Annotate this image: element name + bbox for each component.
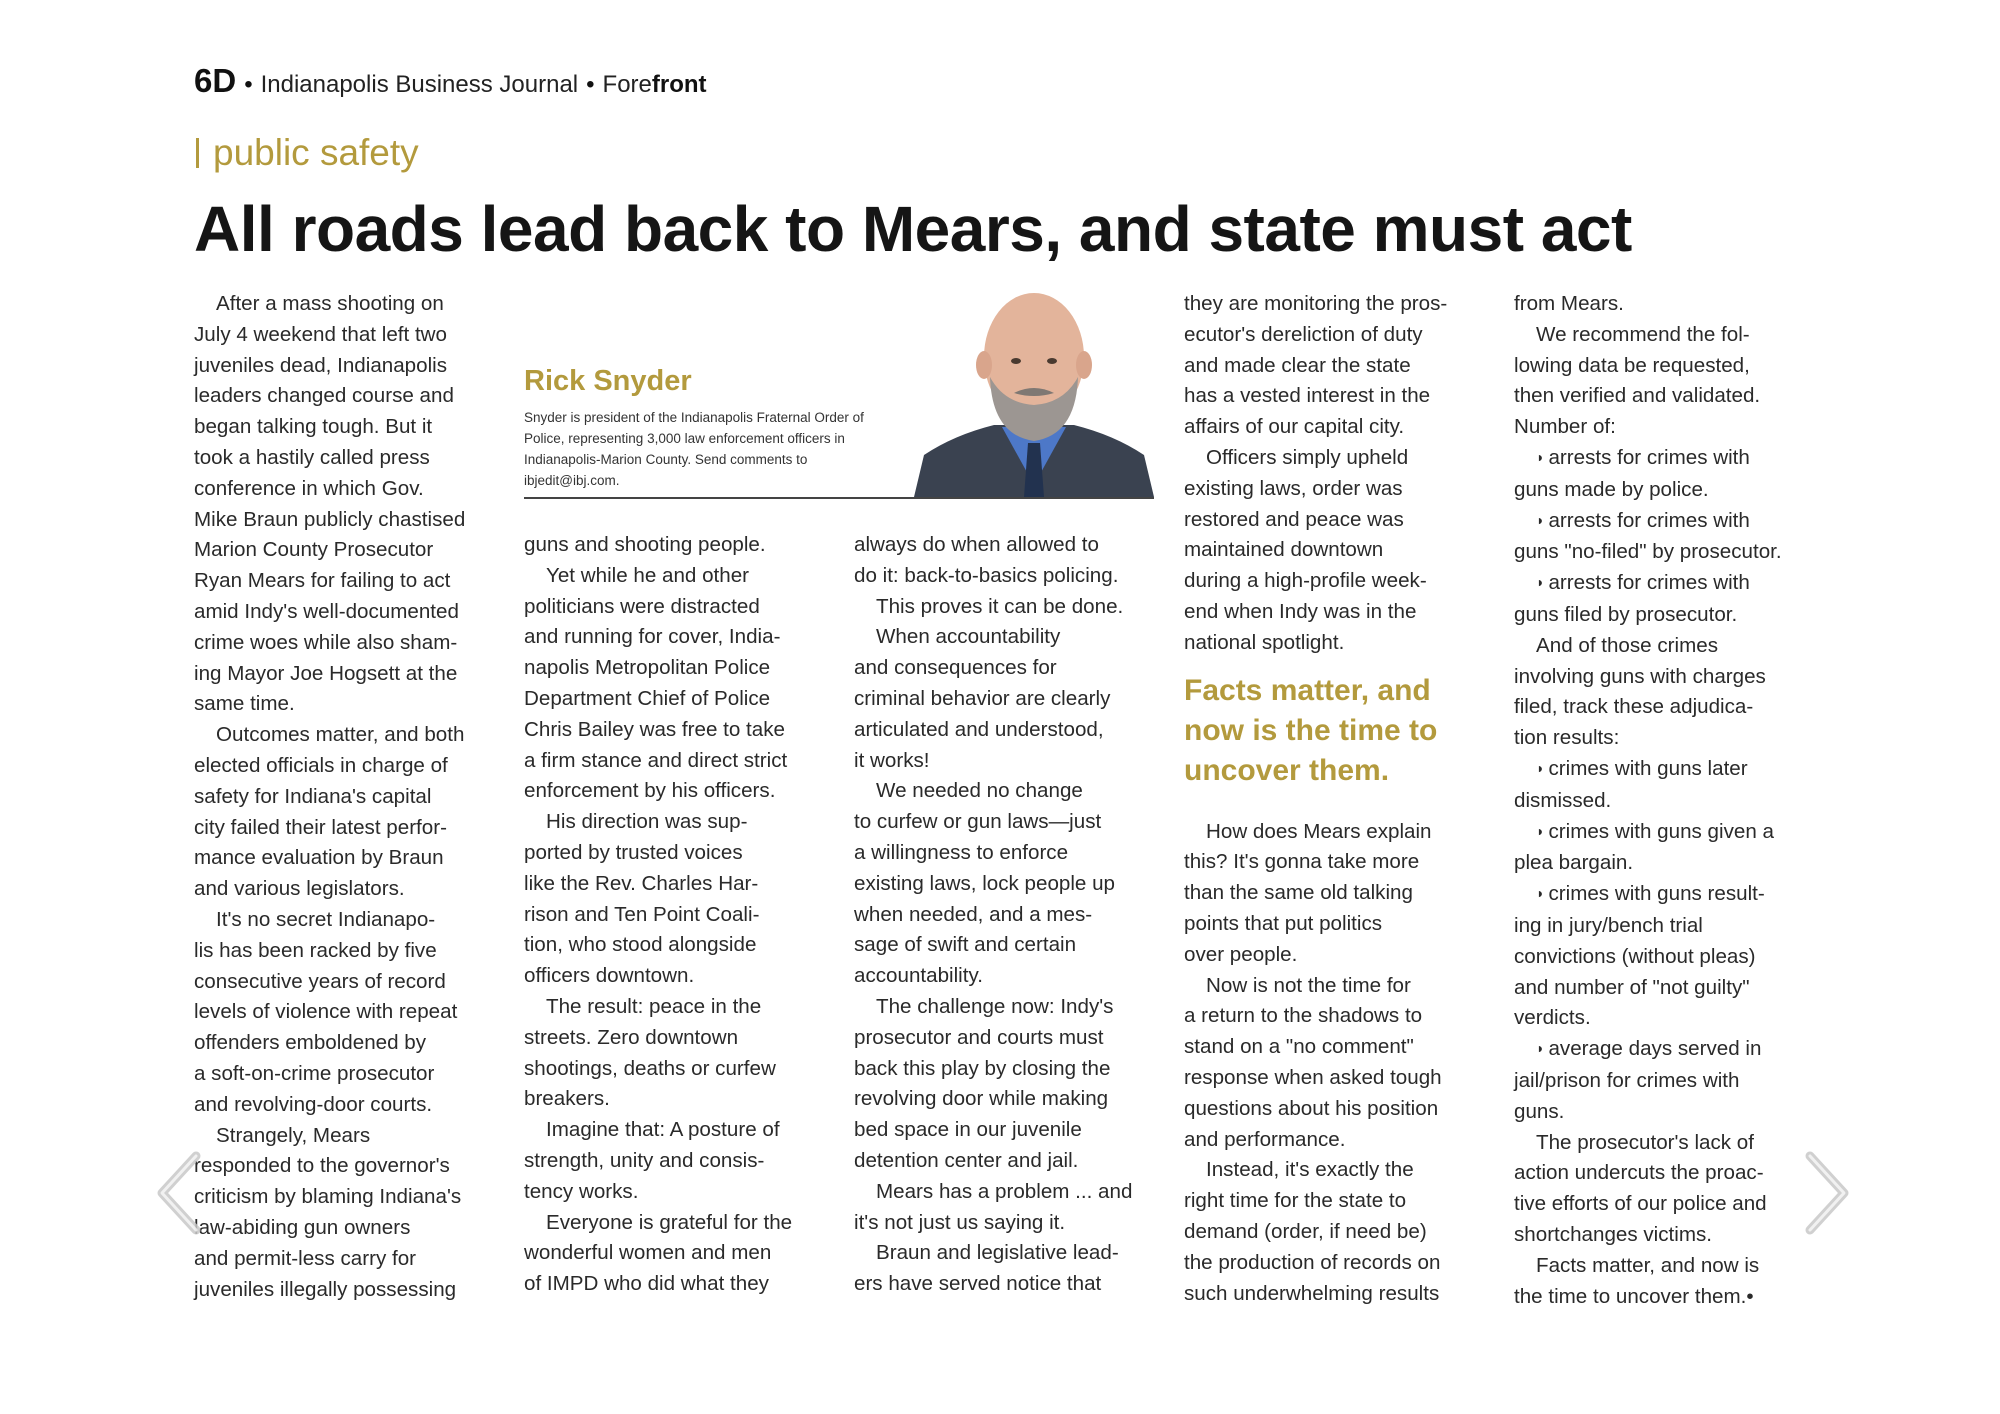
section-name-part2: front [651,71,707,98]
paragraph: Outcomes matter, and both elected officials in charge of safety for Indiana's capital city failed their latest perfor- mance evaluation by Braun and various legislators. [194,723,465,901]
paragraph: And of those crimes involving guns with charges filed, track these adjudica- tion results: [1514,633,1766,750]
paragraph: How does Mears explain this? It's gonna take more than the same old talking points that put politics over people. [1184,819,1432,966]
author-bio [524,407,934,491]
author-bio-line: Snyder is president of the Indianapolis Fraternal Order of [524,410,864,425]
section-kicker [196,132,419,174]
paragraph-continuation: guns and shooting people. [524,533,766,556]
paragraph: We needed no change to curfew or gun laws—just a willingness to enforce existing laws, lock people up when needed, and a mes- sage of swift and certain accountability. [854,779,1116,988]
text-column-5 [1514,289,1819,1312]
bullet-icon [1536,820,1548,843]
paragraph: Braun and legislative lead- ers have served notice that [854,1241,1119,1296]
previous-page-button[interactable] [150,1148,210,1238]
paragraph-continuation: from Mears. [1514,292,1624,315]
author-name: Rick Snyder [524,365,692,397]
paragraph: His direction was sup- ported by trusted voices like the Rev. Charles Har- rison and Ten Point Coali- tion, who stood alongside officers downtown. [524,810,760,988]
paragraph-continuation: always do when allowed to do it: back-to-basics policing. [854,533,1119,587]
publication-name: Indianapolis Business Journal [260,71,579,98]
paragraph: We recommend the fol- lowing data be requested, then verified and validated. [1514,322,1761,408]
bullet-item: ◗ crimes with guns result- ing in jury/bench trial convictions (without pleas) and number of "not guilty" verdicts. [1514,879,1819,1034]
list-heading: Number of: [1514,415,1616,439]
author-bio-line: ibjedit@ibj.com. [524,473,620,488]
paragraph: After a mass shooting on July 4 weekend that left two juveniles dead, Indianapolis leaders changed course and began talking tough. But it took a hastily called press conference in which Gov. Mike Braun publicly chastised Marion County Prosecutor Ryan Mears for failing to act amid Indy's well-documented crime woes while also sham- ing Mayor Joe Hogsett at the same time. [194,292,466,716]
paragraph: Now is not the time for a return to the shadows to stand on a "no comment" response when asked tough questions about his position and performance. [1184,973,1442,1151]
section-name-part1: Fore [602,71,652,98]
paragraph: Instead, it's exactly the right time for the state to demand (order, if need be) the production of records on such underwhelming results [1184,1158,1441,1305]
article-headline: All roads lead back to Mears, and state must act [194,193,1632,265]
article-subhead: Facts matter, and now is the time to uncover them. [1184,673,1438,787]
paragraph: Strangely, Mears responded to the governor's criticism by blaming Indiana's law-abiding gun owners and permit-less carry for juveniles illegally possessing [194,1123,462,1301]
bullet-icon [1536,1037,1548,1060]
folio-bullet: • [244,71,253,98]
text-column-4 [1184,289,1489,1309]
kicker-bar [196,138,199,168]
author-photo [914,285,1154,497]
paragraph-continuation: they are monitoring the pros- ecutor's dereliction of duty and made clear the state has a vested interest in the affairs of our capital city. [1184,292,1448,439]
author-box-rule [524,497,1154,499]
text-column-3 [854,530,1159,1300]
bullet-item: ◗ crimes with guns given a plea bargain. [1514,817,1819,880]
folio-bullet: • [586,71,595,98]
paragraph: Yet while he and other politicians were distracted and running for cover, India- napolis Metropolitan Police Department Chief of Police Chris Bailey was free to take a firm stance and direct strict enforcement by his officers. [524,563,788,803]
bullet-icon [1536,757,1548,780]
bullet-item: ◗ crimes with guns later dismissed. [1514,754,1819,817]
paragraph: The result: peace in the streets. Zero downtown shootings, deaths or curfew breakers. [524,994,776,1111]
text-column-1 [194,289,499,1305]
paragraph: Imagine that: A posture of strength, unity and consis- tency works. [524,1118,780,1203]
folio-line [194,62,707,102]
chevron-left-icon [150,1148,210,1238]
paragraph: Facts matter, and now is the time to uncover them.• [1514,1253,1760,1308]
paragraph: The challenge now: Indy's prosecutor and courts must back this play by closing the revolving door while making bed space in our juvenile detention center and jail. [854,994,1114,1172]
next-page-button[interactable] [1796,1148,1856,1238]
bullet-icon [1536,882,1548,905]
paragraph: It's no secret Indianapo- lis has been racked by five consecutive years of record levels of violence with repeat offenders emboldened by a soft-on-crime prosecutor and revolving-door courts. [194,907,458,1116]
paragraph: Mears has a problem ... and it's not just us saying it. [854,1179,1133,1234]
bullet-item: ◗ arrests for crimes with guns made by police. [1514,443,1819,506]
bullet-icon [1536,446,1548,469]
author-box [524,285,1154,501]
page-number: 6D [194,62,237,99]
paragraph: Everyone is grateful for the wonderful women and men of IMPD who did what they [524,1210,793,1296]
bullet-item: ◗ arrests for crimes with guns "no-filed" by prosecutor. [1514,506,1819,569]
author-bio-line: Indianapolis-Marion County. Send comments to [524,452,808,467]
kicker-text: public safety [213,132,419,173]
paragraph: When accountability and consequences for criminal behavior are clearly articulated and understood, it works! [854,625,1111,772]
author-bio-line: Police, representing 3,000 law enforcement officers in [524,431,845,446]
paragraph: Officers simply upheld existing laws, order was restored and peace was maintained downtown during a high-profile week- end when Indy was in the national spotlight. [1184,445,1427,654]
chevron-right-icon [1796,1148,1856,1238]
paragraph: The prosecutor's lack of action undercuts the proac- tive efforts of our police and shortchanges victims. [1514,1130,1767,1246]
bullet-item: ◗ average days served in jail/prison for crimes with guns. [1514,1034,1819,1127]
paragraph: This proves it can be done. [876,594,1124,618]
bullet-item: ◗ arrests for crimes with guns filed by prosecutor. [1514,568,1819,631]
bullet-icon [1536,571,1548,594]
text-column-2 [524,530,829,1300]
bullet-icon [1536,509,1548,532]
